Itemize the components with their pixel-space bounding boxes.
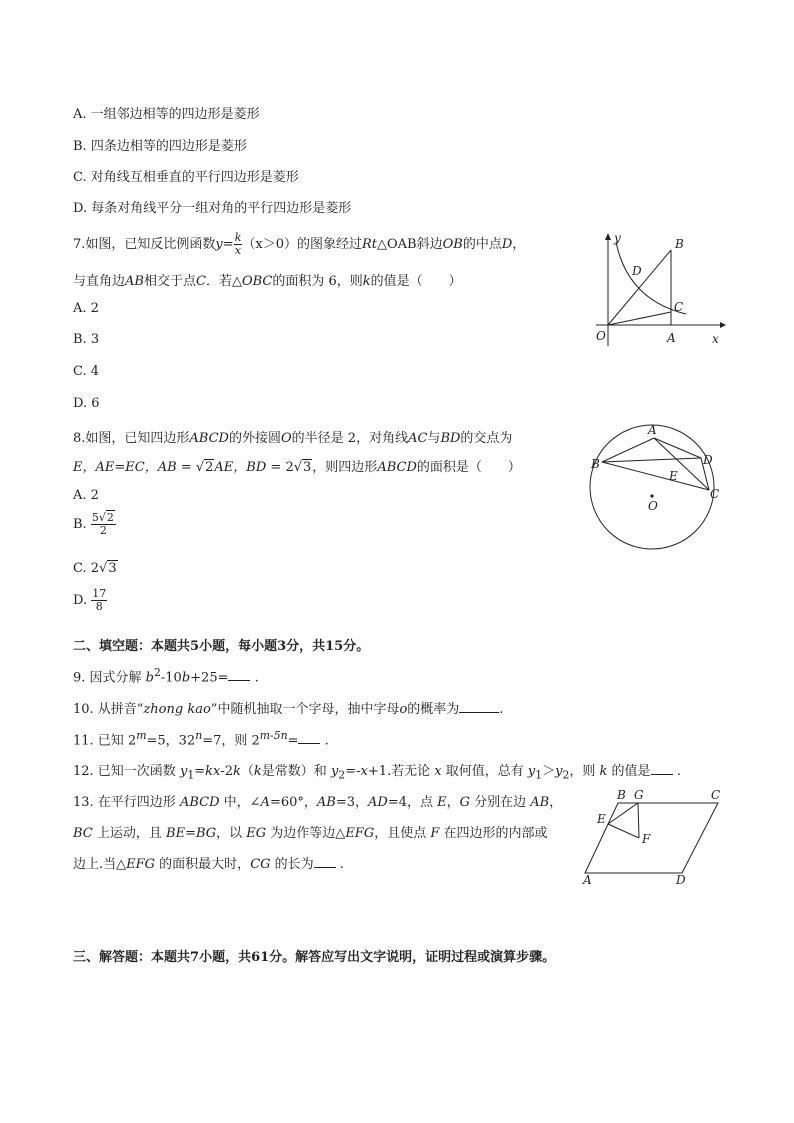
q7-fraction-k-over-x: $\frac{k}{x}$ [234,231,242,257]
q7-x-arrow [720,322,726,328]
q13-label-a: A [583,873,592,887]
q7-label-x: x [712,332,719,346]
q13-label-b: B [617,788,626,802]
q8-segment-bd [602,458,701,462]
q13-label-c: C [711,788,721,802]
q7-label-d: D [632,264,642,278]
q7-stem-line1: 7.如图，已知反比例函数y= $\frac{k}{x}$ （x＞0）的图象经过Rt△OAB斜边OB的中点D， [73,231,526,257]
q8-figure [588,420,728,555]
q13-line3: 边上.当△EFG 的面积最大时，CG 的长为 . [73,857,344,872]
q8-stem-line1: 8.如图，已知四边形ABCD的外接圆O的半径是 2，对角线AC与BD的交点为 [73,431,513,446]
q8-label-a: A [648,423,657,437]
q8-center-dot [650,494,653,497]
q13-line2: BC 上运动，且 BE=BG，以 EG 为边作等边△EFG，且使点 F 在四边形的内部或 [73,826,548,841]
q12: 12. 已知一次函数 $y_1=kx-2k(k$是常数）和 $y_2=-x+1$.若无论 x 取何值，总有 $y_1>y_2$，则 k 的值是 . [73,764,681,782]
section-3-heading: 三、解答题：本题共7小题，共61分。解答应写出文字说明，证明过程或演算步骤。 [73,950,556,965]
q8-circle [590,425,714,549]
q6-option-c: C. 对角线互相垂直的平行四边形是菱形 [73,170,299,185]
q8-option-c: C. 2√3 [73,561,117,576]
q7-figure [588,228,728,350]
q8-stem-line2: E，AE=EC，AB = √2AE，BD = 2√3，则四边形ABCD的面积是（ ） [73,460,521,475]
q13-figure [578,786,728,888]
q6-option-a: A. 一组邻边相等的四边形是菱形 [73,107,260,122]
q10-answer-blank[interactable] [459,712,499,713]
q7-label-a: A [667,331,676,345]
q11: 11. 已知 $2^m=5$，$32^n=7$，则 $2^{m-5n}=$ . [73,729,329,749]
q7-label-o: O [596,329,606,343]
q11-answer-blank[interactable] [298,743,320,744]
q13-answer-blank[interactable] [314,867,336,868]
q8-option-a: A. 2 [73,488,99,503]
q8-option-b-fraction: $\frac{5√2}{2}$ [91,511,114,537]
q7-option-d: D. 6 [73,396,100,411]
q13-segment-gf [638,803,639,838]
q13-label-g: G [634,788,644,802]
q7-label-c: C [674,300,684,314]
q7-stem-line2: 与直角边AB相交于点C．若△OBC的面积为 6，则k的值是（ ） [73,274,462,289]
q6-option-d: D. 每条对角线平分一组对角的平行四边形是菱形 [73,201,352,216]
q8-label-o: O [648,499,658,513]
q13-label-f: F [642,832,651,846]
q13-label-e: E [597,812,606,826]
q7-option-a: A. 2 [73,301,99,316]
q13-line1: 13. 在平行四边形 ABCD 中，∠A=60°，AB=3，AD=4，点 E，G 分别在边 AB， [73,795,563,810]
q13-label-d: D [676,873,686,887]
q8-option-b: B. $\frac{5√2}{2}$ [73,511,114,537]
q9: 9. 因式分解 $b^2-10b+25=$ . [73,666,259,686]
q13-segment-ef [608,824,639,838]
q8-label-c: C [710,487,720,501]
q12-answer-blank[interactable] [651,774,673,775]
q7-option-b: B. 3 [73,332,100,347]
q10: 10. 从拼音“zhong kao”中随机抽取一个字母，抽中字母o的概率为 . [73,702,504,717]
q8-label-d: D [703,453,713,467]
q7-option-c: C. 4 [73,364,100,379]
q8-label-e: E [669,469,678,483]
q7-label-b: B [675,237,684,251]
q6-option-b: B. 四条边相等的四边形是菱形 [73,139,247,154]
q7-label-y: y [614,231,621,245]
q7-y-arrow [605,233,611,240]
q8-label-b: B [591,457,600,471]
q8-option-d-fraction: $\frac{17}{8}$ [92,587,107,613]
q8-segment-ac [654,438,709,490]
q8-option-d: D. $\frac{17}{8}$ [73,587,107,613]
q9-answer-blank[interactable] [228,680,250,681]
section-2-heading: 二、填空题：本题共5小题，每小题3分，共15分。 [73,639,370,654]
q8-segment-bc [602,462,709,490]
